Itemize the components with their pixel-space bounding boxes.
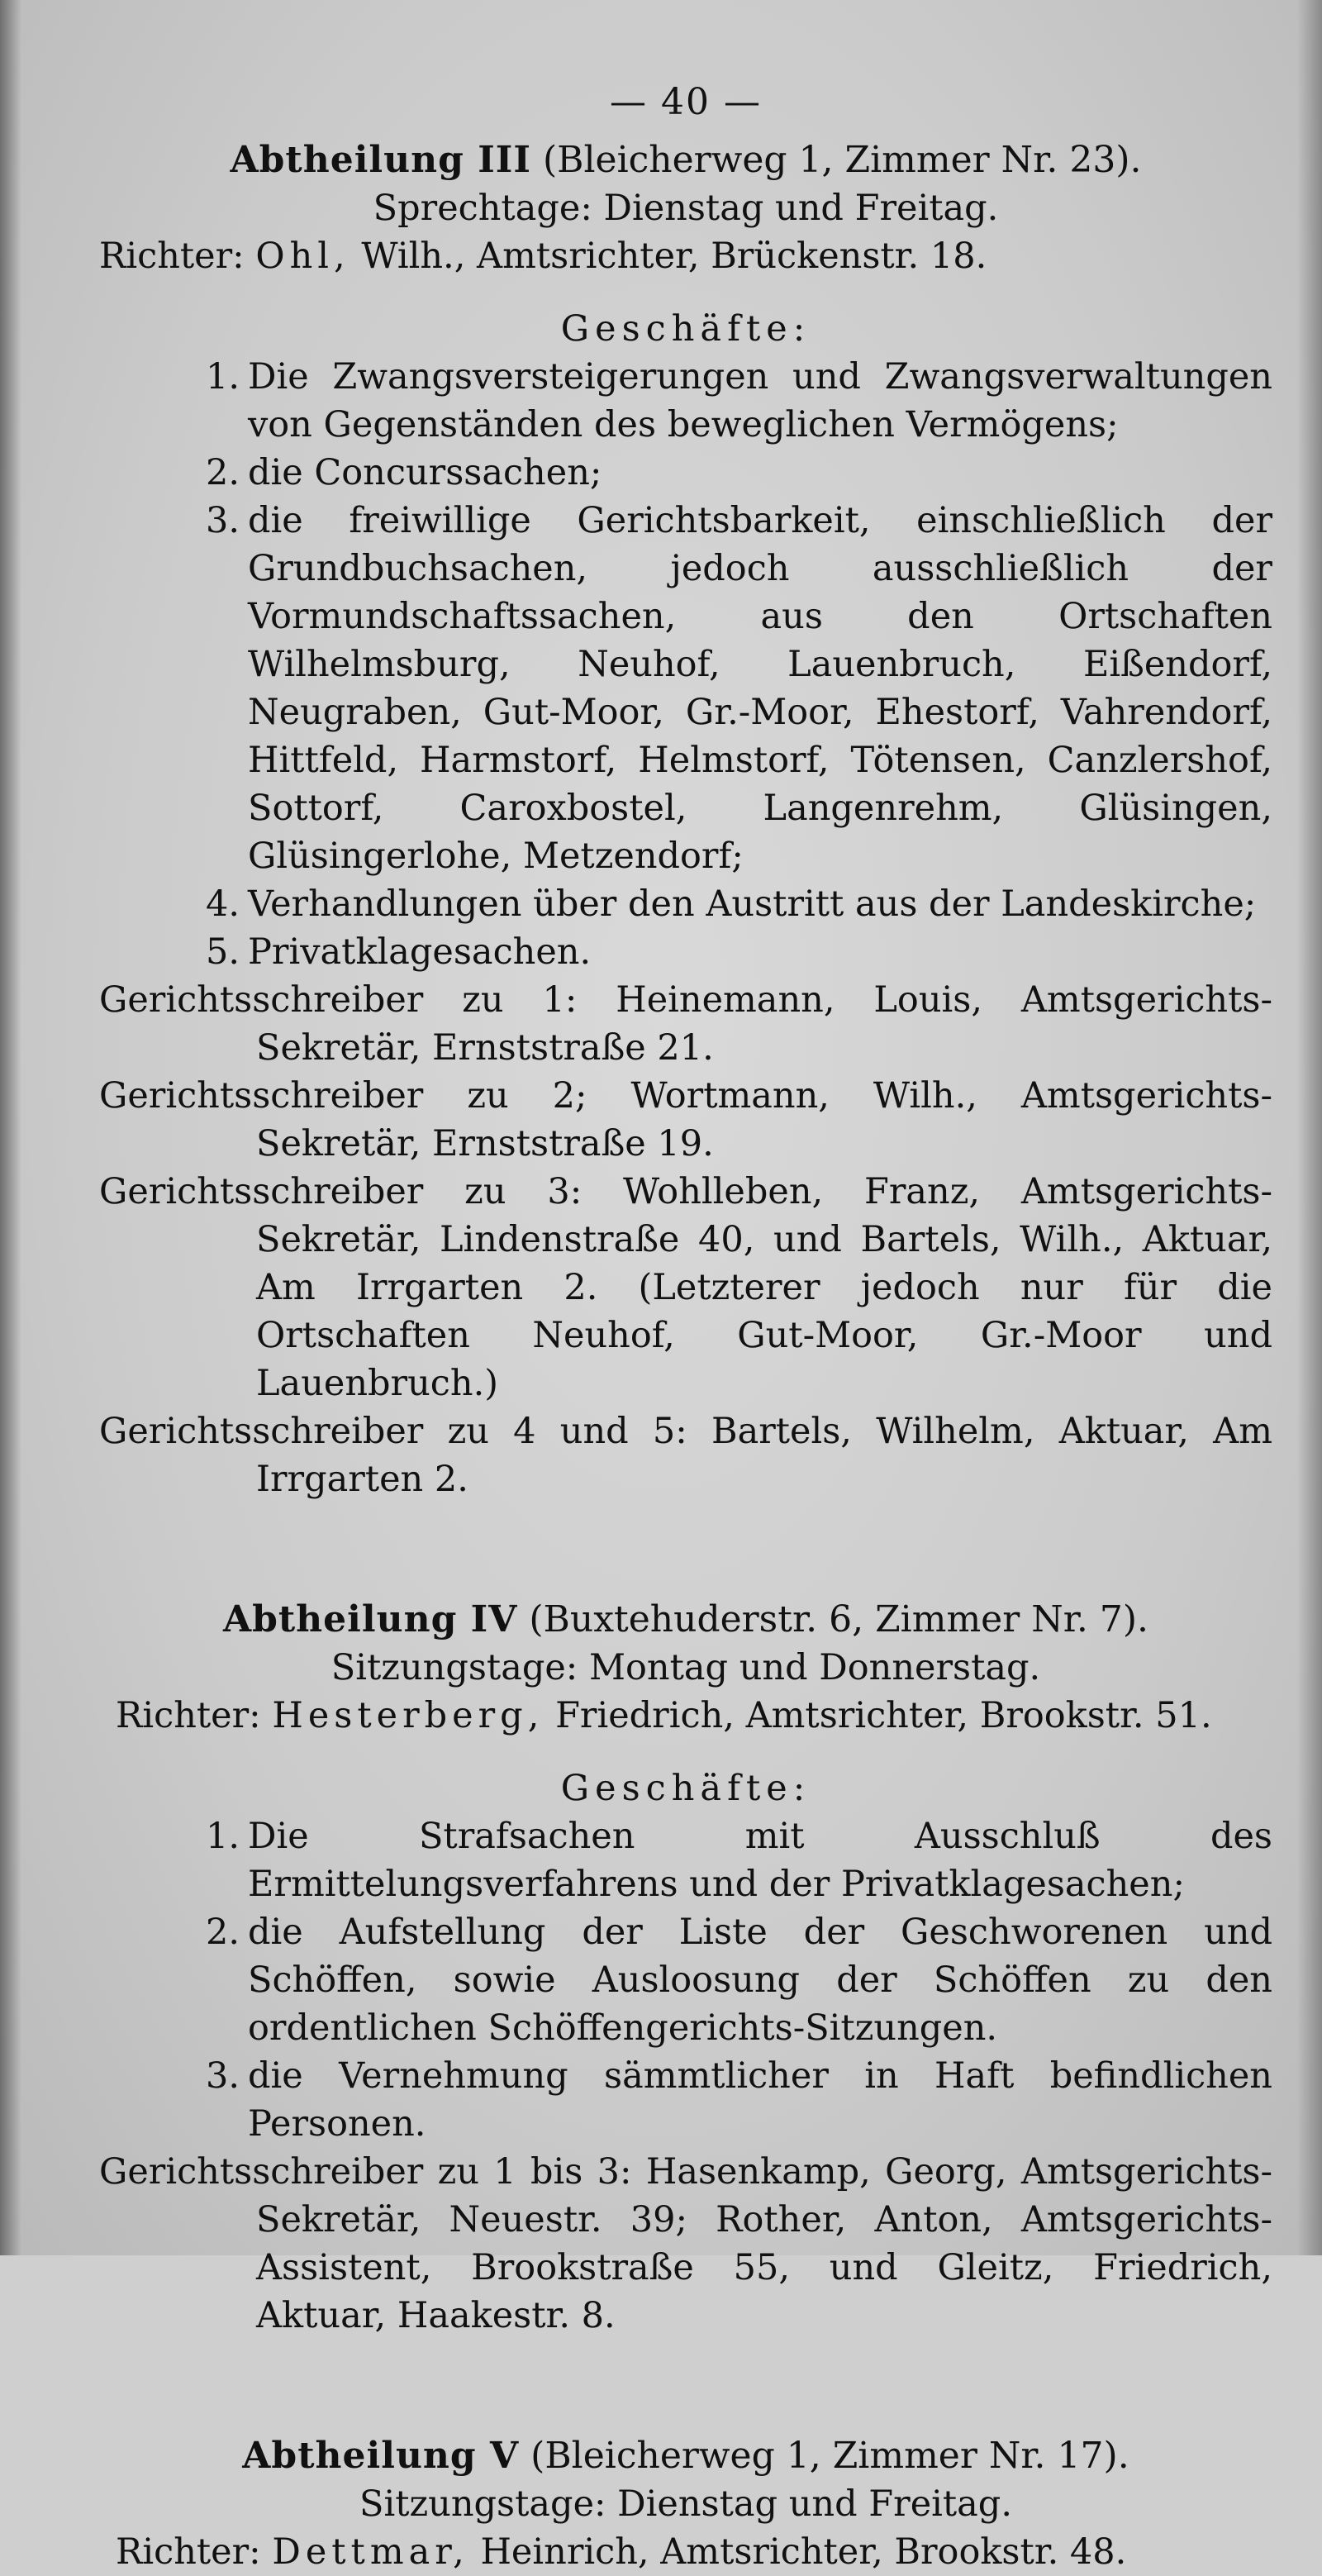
judge-line bbox=[99, 232, 1272, 280]
duty-item bbox=[99, 1908, 1272, 2052]
duty-number: 5. bbox=[205, 931, 240, 973]
section-abtheilung-v bbox=[99, 2432, 1272, 2576]
duty-item bbox=[99, 497, 1272, 880]
duty-text: Die Zwangsversteigerungen und Zwangsverwaltungen von Gegenständen des beweglichen Vermögens; bbox=[248, 356, 1272, 445]
judge-name: Hesterberg, bbox=[272, 1695, 544, 1736]
judge-name: Ohl, bbox=[255, 236, 350, 277]
duty-item bbox=[99, 2052, 1272, 2148]
duties-heading: Geschäfte: bbox=[560, 308, 811, 350]
section-location: (Bleicherweg 1, Zimmer Nr. 23). bbox=[542, 139, 1142, 181]
duty-item bbox=[99, 1812, 1272, 1908]
duty-text: die Aufstellung der Liste der Geschworenen und Schöffen, sowie Ausloosung der Schöffen zu den ordentlichen Schöffengerichts-Sitzungen. bbox=[248, 1912, 1272, 2049]
clerk-entry: Gerichtsschreiber zu 4 und 5: Bartels, Wilhelm, Aktuar, Am Irrgarten 2. bbox=[99, 1411, 1272, 1500]
judge-name: Dettmar, bbox=[272, 2531, 469, 2573]
page-number: — 40 — bbox=[610, 81, 762, 123]
section-heading bbox=[99, 136, 1272, 184]
duty-item bbox=[99, 928, 1272, 976]
duty-text: Privatklagesachen. bbox=[248, 931, 592, 973]
clerk-entry: Gerichtsschreiber zu 3: Wohlleben, Franz, Amtsgerichts-Sekretär, Lindenstraße 40, und Bartels, Wilh., Aktuar, Am Irrgarten 2. (Letzterer jedoch nur für die Ortschaften Neuhof, Gut-Moor, Gr.-Moor und Lauenbruch.) bbox=[99, 1171, 1272, 1404]
duty-text: die freiwillige Gerichtsbarkeit, einschließlich der Grundbuchsachen, jedoch ausschließlich der Vormundschaftssachen, aus den Ortschaften Wilhelmsburg, Neuhof, Lauenbruch, Eißendorf, Neugraben, Gut-Moor, Gr.-Moor, Ehestorf, Vahrendorf, Hittfeld, Harmstorf, Helmstorf, Tötensen, Canzlershof, Sottorf, Caroxbostel, Langenrehm, Glüsingen, Glüsingerlohe, Metzendorf; bbox=[248, 500, 1272, 877]
duty-text: Die Strafsachen mit Ausschluß des Ermittelungsverfahrens und der Privatklagesachen; bbox=[248, 1816, 1272, 1905]
judge-line bbox=[99, 2528, 1272, 2576]
duty-number: 2. bbox=[205, 1912, 240, 1953]
clerk-entry: Gerichtsschreiber zu 1: Heinemann, Louis, Amtsgerichts-Sekretär, Ernststraße 21. bbox=[99, 979, 1272, 1069]
duty-text: die Vernehmung sämmtlicher in Haft befindlichen Personen. bbox=[248, 2055, 1272, 2145]
duty-text: Verhandlungen über den Austritt aus der Landeskirche; bbox=[248, 883, 1257, 925]
duty-number: 1. bbox=[205, 356, 240, 398]
session-days: Sprechtage: Dienstag und Freitag. bbox=[373, 188, 999, 229]
duty-number: 3. bbox=[205, 2055, 240, 2097]
judge-details: Friedrich, Amtsrichter, Brookstr. 51. bbox=[555, 1695, 1212, 1736]
duty-list bbox=[99, 1812, 1272, 2148]
judge-label: Richter: bbox=[99, 236, 245, 277]
section-heading bbox=[99, 2432, 1272, 2480]
section-abtheilung-iii bbox=[99, 136, 1272, 1503]
duty-number: 2. bbox=[205, 452, 240, 493]
duty-number: 1. bbox=[205, 1816, 240, 1857]
section-location: (Buxtehuderstr. 6, Zimmer Nr. 7). bbox=[529, 1598, 1149, 1640]
clerk-entry: Gerichtsschreiber zu 2; Wortmann, Wilh., Amtsgerichts-Sekretär, Ernststraße 19. bbox=[99, 1075, 1272, 1164]
section-location: (Bleicherweg 1, Zimmer Nr. 17). bbox=[530, 2435, 1129, 2477]
duty-item bbox=[99, 353, 1272, 449]
duty-number: 4. bbox=[205, 883, 240, 925]
section-abtheilung-iv bbox=[99, 1596, 1272, 2340]
judge-details: Heinrich, Amtsrichter, Brookstr. 48. bbox=[480, 2531, 1127, 2573]
judge-label: Richter: bbox=[116, 2531, 261, 2573]
session-days: Sitzungstage: Dienstag und Freitag. bbox=[359, 2483, 1012, 2525]
duty-item bbox=[99, 449, 1272, 497]
duties-heading: Geschäfte: bbox=[560, 1768, 811, 1809]
section-title: Abtheilung III bbox=[230, 139, 531, 181]
section-heading bbox=[99, 1596, 1272, 1644]
judge-details: Wilh., Amtsrichter, Brückenstr. 18. bbox=[361, 236, 987, 277]
session-days: Sitzungstage: Montag und Donnerstag. bbox=[330, 1647, 1041, 1688]
duty-item bbox=[99, 880, 1272, 928]
section-title: Abtheilung IV bbox=[222, 1598, 518, 1640]
page-content bbox=[99, 79, 1272, 2576]
judge-line bbox=[99, 1692, 1272, 1740]
duty-number: 3. bbox=[205, 500, 240, 541]
duty-list bbox=[99, 353, 1272, 976]
clerk-entry: Gerichtsschreiber zu 1 bis 3: Hasenkamp, Georg, Amtsgerichts-Sekretär, Neuestr. 39; Rother, Anton, Amtsgerichts-Assistent, Brookstraße 55, und Gleitz, Friedrich, Aktuar, Haakestr. 8. bbox=[99, 2151, 1272, 2336]
section-title: Abtheilung V bbox=[242, 2435, 520, 2477]
judge-label: Richter: bbox=[116, 1695, 261, 1736]
duty-text: die Concurssachen; bbox=[248, 452, 602, 493]
